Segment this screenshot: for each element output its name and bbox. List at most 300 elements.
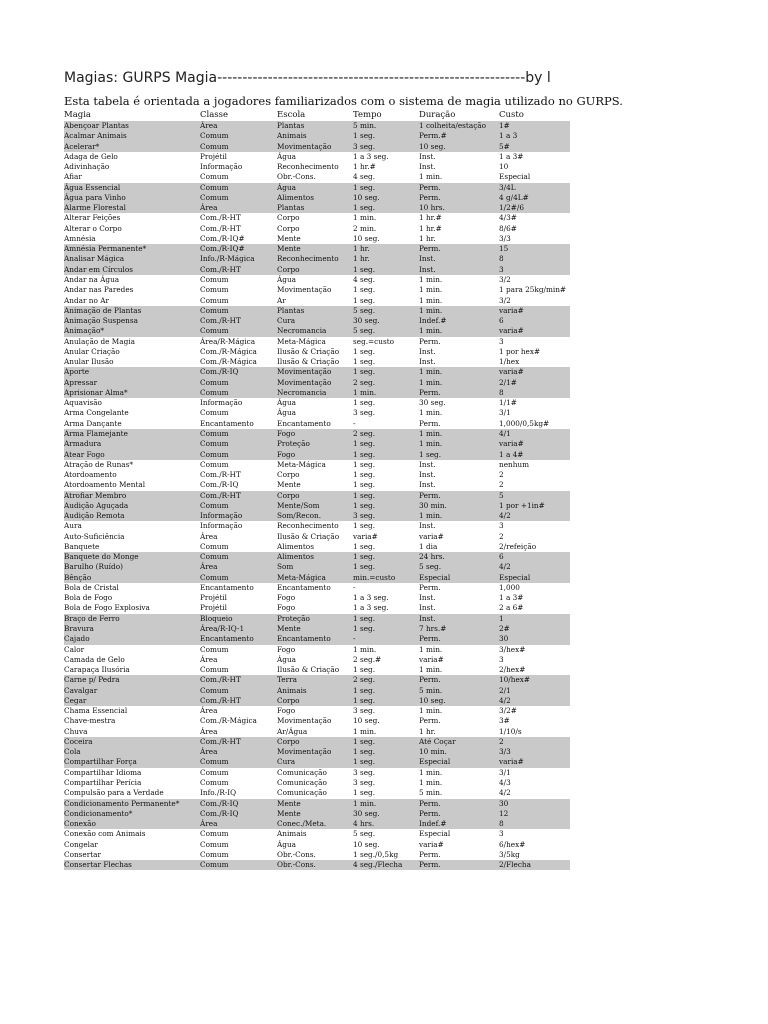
cell-duracao: Perm. <box>419 634 441 644</box>
cell-duracao: 1 hr.# <box>419 213 442 223</box>
cell-classe: Comum <box>200 665 229 675</box>
cell-classe: Projétil <box>200 593 227 603</box>
cell-custo: 2/refeição <box>499 541 537 551</box>
cell-custo: 2 <box>499 736 504 746</box>
cell-custo: 5 <box>499 490 504 500</box>
cell-custo: 3/2 <box>499 295 511 305</box>
cell-duracao: 5 min. <box>419 685 443 695</box>
table-row <box>64 142 570 152</box>
cell-magia: Bola de Cristal <box>64 582 119 592</box>
table-row <box>64 614 570 624</box>
cell-custo: 1# <box>499 121 510 130</box>
cell-tempo: 3 seg. <box>353 778 376 787</box>
cell-classe: Encantamento <box>200 634 254 644</box>
cell-escola: Conec./Meta. <box>277 819 327 829</box>
cell-magia: Bravura <box>64 624 94 634</box>
table-row <box>64 788 570 798</box>
cell-classe: Com./R-HT <box>200 490 241 500</box>
cell-duracao: 5 min. <box>419 788 443 798</box>
column-header-tempo: Tempo <box>353 110 382 120</box>
cell-custo: varia# <box>499 326 524 336</box>
table-row <box>64 419 570 429</box>
table-row <box>64 542 570 552</box>
cell-custo: 3 <box>499 264 504 274</box>
cell-magia: Atordoamento Mental <box>64 480 146 490</box>
cell-magia: Coceira <box>64 736 93 746</box>
cell-custo: 30 <box>499 634 509 644</box>
cell-tempo: varia# <box>353 531 378 541</box>
cell-classe: Informação <box>200 398 243 408</box>
cell-classe: Com./R-Mágica <box>200 716 257 726</box>
cell-escola: Água <box>277 151 296 161</box>
cell-tempo: 1 seg./0,5kg <box>353 849 399 859</box>
cell-classe: Com./R-HT <box>200 470 241 480</box>
cell-tempo: 5 min. <box>353 121 377 130</box>
table-row <box>64 275 570 285</box>
table-row <box>64 716 570 726</box>
table-row <box>64 562 570 572</box>
table-row <box>64 172 570 182</box>
table-row <box>64 480 570 490</box>
cell-tempo: 4 seg. <box>353 274 376 284</box>
cell-escola: Encantamento <box>277 418 331 428</box>
table-row <box>64 521 570 531</box>
cell-escola: Meta-Mágica <box>277 336 326 346</box>
table-row <box>64 378 570 388</box>
cell-duracao: Perm. <box>419 387 441 397</box>
cell-tempo: 1 seg. <box>353 747 376 757</box>
cell-classe: Info./R-Mágica <box>200 254 255 264</box>
cell-custo: 2/1 <box>499 685 511 695</box>
cell-escola: Fogo <box>277 603 296 613</box>
cell-classe: Comum <box>200 644 229 654</box>
cell-classe: Área <box>200 819 218 829</box>
table-row <box>64 860 570 870</box>
cell-custo: 3/1 <box>499 408 511 418</box>
cell-tempo: 1 seg. <box>353 182 376 192</box>
cell-escola: Necromancia <box>277 326 327 336</box>
cell-escola: Reconhecimento <box>277 162 339 172</box>
cell-tempo: 1 seg. <box>353 665 376 675</box>
cell-escola: Ilusão & Criação <box>277 346 340 356</box>
cell-tempo: 2 seg.# <box>353 654 382 664</box>
cell-magia: Braço de Ferro <box>64 613 120 623</box>
cell-escola: Obr.-Cons. <box>277 849 316 859</box>
cell-escola: Ilusão & Criação <box>277 665 340 675</box>
cell-tempo: 1 seg. <box>353 541 376 551</box>
cell-duracao: 10 seg. <box>419 141 446 151</box>
cell-tempo: 10 seg. <box>353 839 380 849</box>
table-row <box>64 450 570 460</box>
cell-duracao: 1 min. <box>419 285 443 295</box>
cell-escola: Reconhecimento <box>277 521 339 531</box>
cell-duracao: 1 colheita/estação <box>419 121 487 130</box>
cell-tempo: 1 seg. <box>353 459 376 469</box>
cell-duracao: 5 seg. <box>419 562 442 572</box>
cell-escola: Corpo <box>277 470 300 480</box>
cell-tempo: 1 hr. <box>353 244 370 254</box>
cell-classe: Info./R-IQ <box>200 788 237 798</box>
table-row <box>64 829 570 839</box>
cell-escola: Mente <box>277 480 301 490</box>
cell-tempo: 4 hrs. <box>353 819 375 829</box>
cell-magia: Alarme Florestal <box>64 203 126 213</box>
table-row <box>64 337 570 347</box>
cell-duracao: 1 min. <box>419 377 443 387</box>
cell-escola: Movimentação <box>277 377 332 387</box>
cell-classe: Comum <box>200 829 229 839</box>
cell-magia: Congelar <box>64 839 98 849</box>
cell-escola: Animais <box>277 685 307 695</box>
table-row <box>64 193 570 203</box>
cell-duracao: varia# <box>419 654 444 664</box>
cell-escola: Água <box>277 398 296 408</box>
table-row <box>64 285 570 295</box>
table-row <box>64 799 570 809</box>
table-row <box>64 131 570 141</box>
cell-escola: Fogo <box>277 644 296 654</box>
table-row <box>64 624 570 634</box>
cell-duracao: Perm. <box>419 490 441 500</box>
cell-duracao: Inst. <box>419 593 436 603</box>
cell-duracao: 1 min. <box>419 767 443 777</box>
cell-escola: Fogo <box>277 593 296 603</box>
table-row <box>64 809 570 819</box>
cell-escola: Obr.-Cons. <box>277 172 316 182</box>
cell-custo: varia# <box>499 757 524 767</box>
cell-magia: Auto-Suficiência <box>64 531 125 541</box>
table-row <box>64 665 570 675</box>
cell-escola: Alimentos <box>277 541 314 551</box>
cell-escola: Água <box>277 654 296 664</box>
cell-magia: Aporte <box>64 367 90 377</box>
column-header-magia: Magia <box>64 110 91 120</box>
cell-duracao: 1 dia <box>419 541 438 551</box>
cell-escola: Necromancia <box>277 387 327 397</box>
cell-custo: 3/3 <box>499 233 511 243</box>
cell-magia: Consertar <box>64 849 101 859</box>
cell-magia: Anulação de Magia <box>64 336 135 346</box>
table-row <box>64 234 570 244</box>
cell-magia: Atrofiar Membro <box>64 490 127 500</box>
cell-custo: nenhum <box>499 459 530 469</box>
cell-tempo: 1 seg. <box>353 552 376 562</box>
cell-magia: Amnésia <box>64 233 96 243</box>
cell-tempo: 1 min. <box>353 644 377 654</box>
cell-classe: Com./R-HT <box>200 695 241 705</box>
cell-escola: Cura <box>277 757 296 767</box>
cell-duracao: Inst. <box>419 357 436 367</box>
column-header-duracao: Duração <box>419 110 456 120</box>
cell-tempo: 3 seg. <box>353 141 376 151</box>
cell-escola: Obr.-Cons. <box>277 860 316 870</box>
cell-duracao: 10 seg. <box>419 695 446 705</box>
cell-custo: 6 <box>499 552 504 562</box>
cell-custo: 10 <box>499 162 509 172</box>
cell-custo: 1/1# <box>499 398 517 408</box>
cell-classe: Comum <box>200 428 229 438</box>
cell-custo: 5# <box>499 141 510 151</box>
cell-magia: Carne p/ Pedra <box>64 675 120 685</box>
cell-classe: Informação <box>200 162 243 172</box>
cell-escola: Mente <box>277 798 301 808</box>
cell-magia: Aquavisão <box>64 398 102 408</box>
cell-classe: Com./R-IQ <box>200 367 239 377</box>
cell-duracao: 1 min. <box>419 439 443 449</box>
cell-tempo: 2 seg. <box>353 428 376 438</box>
cell-magia: Cola <box>64 747 81 757</box>
cell-magia: Chama Essencial <box>64 706 128 716</box>
table-row <box>64 757 570 767</box>
table-row <box>64 203 570 213</box>
cell-tempo: 3 seg. <box>353 408 376 418</box>
cell-magia: Anular Criação <box>64 346 120 356</box>
cell-classe: Área <box>200 747 218 757</box>
table-row <box>64 491 570 501</box>
cell-escola: Corpo <box>277 264 300 274</box>
cell-duracao: Especial <box>419 829 451 839</box>
table-row <box>64 152 570 162</box>
cell-classe: Comum <box>200 192 229 202</box>
cell-magia: Chuva <box>64 726 88 736</box>
cell-classe: Informação <box>200 511 243 521</box>
cell-duracao: Especial <box>419 757 451 767</box>
cell-duracao: Inst. <box>419 613 436 623</box>
cell-magia: Compartilhar Idioma <box>64 767 142 777</box>
cell-custo: 1,000/0,5kg# <box>499 418 550 428</box>
cell-tempo: 1 min. <box>353 726 377 736</box>
cell-tempo: 1 min. <box>353 387 377 397</box>
cell-escola: Ar/Água <box>277 726 308 736</box>
cell-duracao: Perm. <box>419 192 441 202</box>
cell-tempo: 1 seg. <box>353 613 376 623</box>
cell-magia: Água Essencial <box>64 182 121 192</box>
cell-magia: Compulsão para a Verdade <box>64 788 164 798</box>
cell-magia: Andar em Círculos <box>64 264 134 274</box>
cell-custo: 1,000 <box>499 582 520 592</box>
cell-magia: Aura <box>64 521 82 531</box>
cell-custo: 3 <box>499 336 504 346</box>
cell-escola: Terra <box>277 675 297 685</box>
cell-tempo: 1 seg. <box>353 203 376 213</box>
table-row <box>64 645 570 655</box>
cell-custo: 4/2 <box>499 562 511 572</box>
cell-custo: Especial <box>499 572 531 582</box>
cell-magia: Abençoar Plantas <box>64 121 129 130</box>
cell-escola: Ar <box>277 295 286 305</box>
cell-custo: 1 <box>499 613 504 623</box>
cell-escola: Corpo <box>277 736 300 746</box>
cell-duracao: 10 min. <box>419 747 447 757</box>
cell-duracao: 1 seg. <box>419 449 442 459</box>
cell-classe: Comum <box>200 131 229 141</box>
cell-custo: 3 <box>499 521 504 531</box>
cell-escola: Alimentos <box>277 552 314 562</box>
cell-custo: 1/hex <box>499 357 520 367</box>
cell-custo: 2 a 6# <box>499 603 524 613</box>
cell-magia: Animação de Plantas <box>64 305 142 315</box>
cell-custo: 1/10/s <box>499 726 522 736</box>
cell-duracao: 1 min. <box>419 428 443 438</box>
cell-escola: Corpo <box>277 695 300 705</box>
cell-tempo: 3 seg. <box>353 767 376 777</box>
cell-magia: Cajado <box>64 634 90 644</box>
cell-magia: Bola de Fogo <box>64 593 113 603</box>
cell-escola: Proteção <box>277 613 310 623</box>
cell-tempo: 1 a 3 seg. <box>353 603 389 613</box>
cell-tempo: 2 seg. <box>353 675 376 685</box>
cell-classe: Com./R-HT <box>200 736 241 746</box>
cell-duracao: 7 hrs.# <box>419 624 447 634</box>
cell-custo: 4/1 <box>499 428 511 438</box>
cell-duracao: Perm. <box>419 582 441 592</box>
cell-escola: Ilusão & Criação <box>277 531 340 541</box>
table-row <box>64 439 570 449</box>
cell-magia: Conexão <box>64 819 96 829</box>
cell-duracao: 1 min. <box>419 172 443 182</box>
cell-magia: Anular Ilusão <box>64 357 114 367</box>
cell-duracao: 1 min. <box>419 511 443 521</box>
table-row <box>64 398 570 408</box>
table-row <box>64 573 570 583</box>
column-header-escola: Escola <box>277 110 306 120</box>
cell-custo: 3/5kg <box>499 849 520 859</box>
cell-duracao: 30 seg. <box>419 398 446 408</box>
cell-duracao: 1 min. <box>419 305 443 315</box>
spell-table <box>64 121 570 870</box>
cell-classe: Comum <box>200 305 229 315</box>
cell-duracao: 1 hr.# <box>419 223 442 233</box>
cell-magia: Alterar o Corpo <box>64 223 122 233</box>
table-row <box>64 737 570 747</box>
table-row <box>64 244 570 254</box>
cell-duracao: 10 hrs. <box>419 203 445 213</box>
cell-escola: Fogo <box>277 428 296 438</box>
cell-magia: Bola de Fogo Explosiva <box>64 603 150 613</box>
cell-tempo: 1 seg. <box>353 521 376 531</box>
cell-custo: 2/1# <box>499 377 517 387</box>
cell-classe: Com./R-HT <box>200 316 241 326</box>
cell-custo: 4/2 <box>499 511 511 521</box>
cell-tempo: 1 seg. <box>353 439 376 449</box>
cell-custo: 30 <box>499 798 509 808</box>
cell-escola: Movimentação <box>277 747 332 757</box>
cell-tempo: 5 seg. <box>353 829 376 839</box>
cell-duracao: 1 min. <box>419 274 443 284</box>
cell-magia: Chave-mestra <box>64 716 116 726</box>
cell-magia: Água para Vinho <box>64 192 126 202</box>
cell-tempo: - <box>353 582 356 592</box>
cell-classe: Com./R-Mágica <box>200 346 257 356</box>
cell-classe: Comum <box>200 377 229 387</box>
cell-escola: Mente <box>277 624 301 634</box>
table-row <box>64 254 570 264</box>
cell-magia: Arma Dançante <box>64 418 122 428</box>
cell-magia: Cavalgar <box>64 685 98 695</box>
cell-custo: 3# <box>499 716 510 726</box>
cell-custo: varia# <box>499 367 524 377</box>
cell-magia: Animação* <box>64 326 105 336</box>
cell-custo: 6/hex# <box>499 839 526 849</box>
cell-custo: 4 g/4L# <box>499 192 529 202</box>
cell-tempo: 1 seg. <box>353 624 376 634</box>
cell-custo: 3/3 <box>499 747 511 757</box>
cell-escola: Alimentos <box>277 192 314 202</box>
cell-magia: Conexão com Animais <box>64 829 146 839</box>
table-row <box>64 583 570 593</box>
cell-duracao: 1 min. <box>419 367 443 377</box>
cell-tempo: 10 seg. <box>353 233 380 243</box>
cell-escola: Mente/Som <box>277 500 320 510</box>
table-row <box>64 429 570 439</box>
cell-magia: Banquete <box>64 541 100 551</box>
cell-custo: 3/1 <box>499 767 511 777</box>
table-row <box>64 306 570 316</box>
table-row <box>64 224 570 234</box>
cell-tempo: 5 seg. <box>353 305 376 315</box>
cell-tempo: 1 min. <box>353 798 377 808</box>
cell-classe: Comum <box>200 449 229 459</box>
cell-tempo: 1 seg. <box>353 398 376 408</box>
cell-classe: Comum <box>200 778 229 787</box>
cell-escola: Meta-Mágica <box>277 572 326 582</box>
cell-magia: Amnésia Permanente* <box>64 244 147 254</box>
cell-classe: Área <box>200 726 218 736</box>
table-row <box>64 326 570 336</box>
column-header-classe: Classe <box>200 110 229 120</box>
cell-classe: Informação <box>200 521 243 531</box>
cell-escola: Água <box>277 182 296 192</box>
cell-duracao: Inst. <box>419 346 436 356</box>
cell-classe: Comum <box>200 172 229 182</box>
cell-custo: 12 <box>499 808 509 818</box>
cell-escola: Mente <box>277 244 301 254</box>
cell-custo: 2/Flecha <box>499 860 531 870</box>
table-row <box>64 162 570 172</box>
cell-tempo: 1 seg. <box>353 285 376 295</box>
cell-custo: 15 <box>499 244 509 254</box>
cell-classe: Comum <box>200 387 229 397</box>
cell-custo: 2 <box>499 480 504 490</box>
cell-escola: Encantamento <box>277 634 331 644</box>
table-row <box>64 727 570 737</box>
cell-magia: Aprisionar Alma* <box>64 387 128 397</box>
cell-magia: Audição Remota <box>64 511 125 521</box>
cell-custo: 8/6# <box>499 223 517 233</box>
cell-custo: 6 <box>499 316 504 326</box>
cell-tempo: 1 seg. <box>353 736 376 746</box>
table-row <box>64 593 570 603</box>
table-row <box>64 408 570 418</box>
cell-magia: Compartilhar Perícia <box>64 778 142 787</box>
cell-tempo: 1 seg. <box>353 788 376 798</box>
cell-classe: Área <box>200 121 218 130</box>
cell-escola: Cura <box>277 316 296 326</box>
cell-escola: Corpo <box>277 213 300 223</box>
cell-magia: Adivinhação <box>64 162 110 172</box>
cell-magia: Atração de Runas* <box>64 459 134 469</box>
cell-escola: Fogo <box>277 449 296 459</box>
cell-custo: varia# <box>499 439 524 449</box>
cell-duracao: Inst. <box>419 151 436 161</box>
cell-custo: 1 a 3# <box>499 151 524 161</box>
cell-escola: Animais <box>277 131 307 141</box>
cell-duracao: Especial <box>419 572 451 582</box>
table-row <box>64 183 570 193</box>
cell-classe: Projétil <box>200 603 227 613</box>
cell-classe: Comum <box>200 439 229 449</box>
cell-magia: Animação Suspensa <box>64 316 138 326</box>
